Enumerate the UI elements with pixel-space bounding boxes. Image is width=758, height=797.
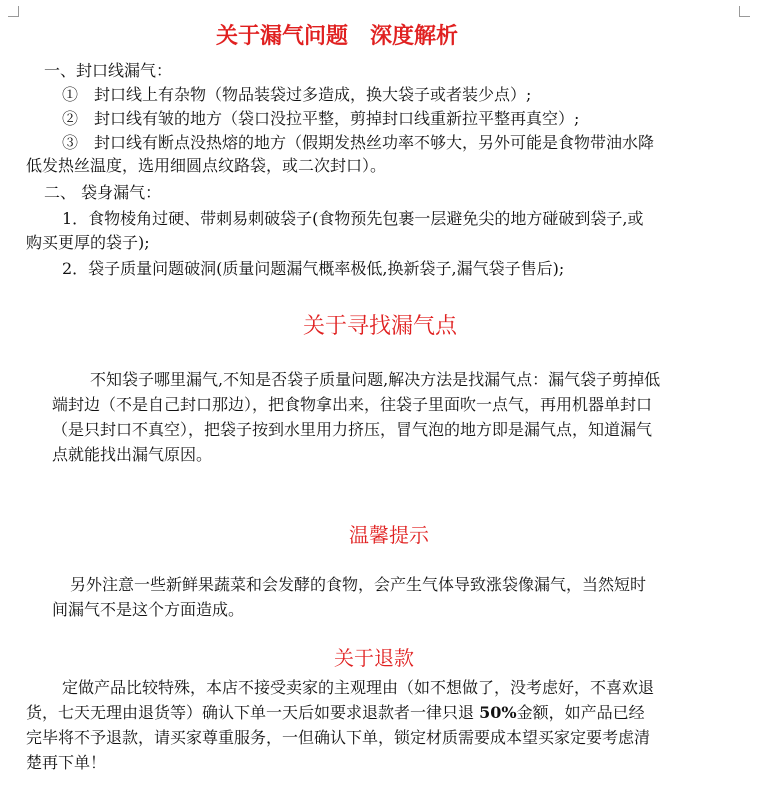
page-corner-mark — [739, 6, 750, 17]
section2-item2: 2．袋子质量问题破洞(质量问题漏气概率极低,换新袋子,漏气袋子售后); — [62, 259, 565, 278]
section1-item3: ③ 封口线有断点没热熔的地方（假期发热丝功率不够大，另外可能是食物带油水降 — [62, 133, 655, 152]
find-leak-line: 点就能找出漏气原因。 — [52, 445, 213, 464]
refund-text: 货，七天无理由退货等）确认下单一天后如要求退款者一律只退 — [26, 703, 480, 722]
refund-heading: 关于退款 — [334, 646, 414, 670]
refund-line — [26, 702, 645, 724]
refund-line: 楚再下单！ — [26, 753, 107, 772]
find-leak-line: 不知袋子哪里漏气,不知是否袋子质量问题,解决方法是找漏气点：漏气袋子剪掉低 — [90, 370, 661, 389]
section1-item2: ② 封口线有皱的地方（袋口没拉平整，剪掉封口线重新拉平整再真空）; — [62, 109, 580, 128]
refund-line: 完毕将不予退款，请买家尊重服务，一但确认下单，锁定材质需要成本望买家定要考虑清 — [26, 728, 651, 747]
refund-percent: 50% — [479, 703, 517, 722]
refund-line: 定做产品比较特殊，本店不接受卖家的主观理由（如不想做了，没考虑好，不喜欢退 — [62, 678, 655, 697]
page-corner-mark — [8, 6, 19, 17]
find-leak-heading: 关于寻找漏气点 — [303, 314, 458, 339]
refund-text: 金额，如产品已经 — [516, 703, 645, 722]
tips-line: 另外注意一些新鲜果蔬菜和会发酵的食物，会产生气体导致涨袋像漏气，当然短时 — [70, 575, 647, 594]
find-leak-line: （是只封口不真空），把袋子按到水里用力挤压，冒气泡的地方即是漏气点，知道漏气 — [52, 420, 653, 439]
section2-item1-cont: 购买更厚的袋子); — [26, 233, 150, 252]
section1-item3-cont: 低发热丝温度，选用细圆点纹路袋，或二次封口）。 — [26, 156, 387, 175]
section1-item1: ① 封口线上有杂物（物品装袋过多造成，换大袋子或者装少点）; — [62, 85, 532, 104]
tips-heading: 温馨提示 — [349, 523, 429, 547]
section1-heading: 一、封口线漏气： — [44, 61, 173, 80]
section2-item1: 1．食物棱角过硬、带刺易刺破袋子(食物预先包裹一层避免尖的地方碰破到袋子,或 — [62, 209, 644, 228]
find-leak-line: 端封边（不是自己封口那边），把食物拿出来，往袋子里面吹一点气，再用机器单封口 — [52, 395, 653, 414]
section2-heading: 二、 袋身漏气： — [44, 183, 162, 202]
page-title: 关于漏气问题 深度解析 — [216, 23, 459, 49]
tips-line: 间漏气不是这个方面造成。 — [52, 600, 245, 619]
